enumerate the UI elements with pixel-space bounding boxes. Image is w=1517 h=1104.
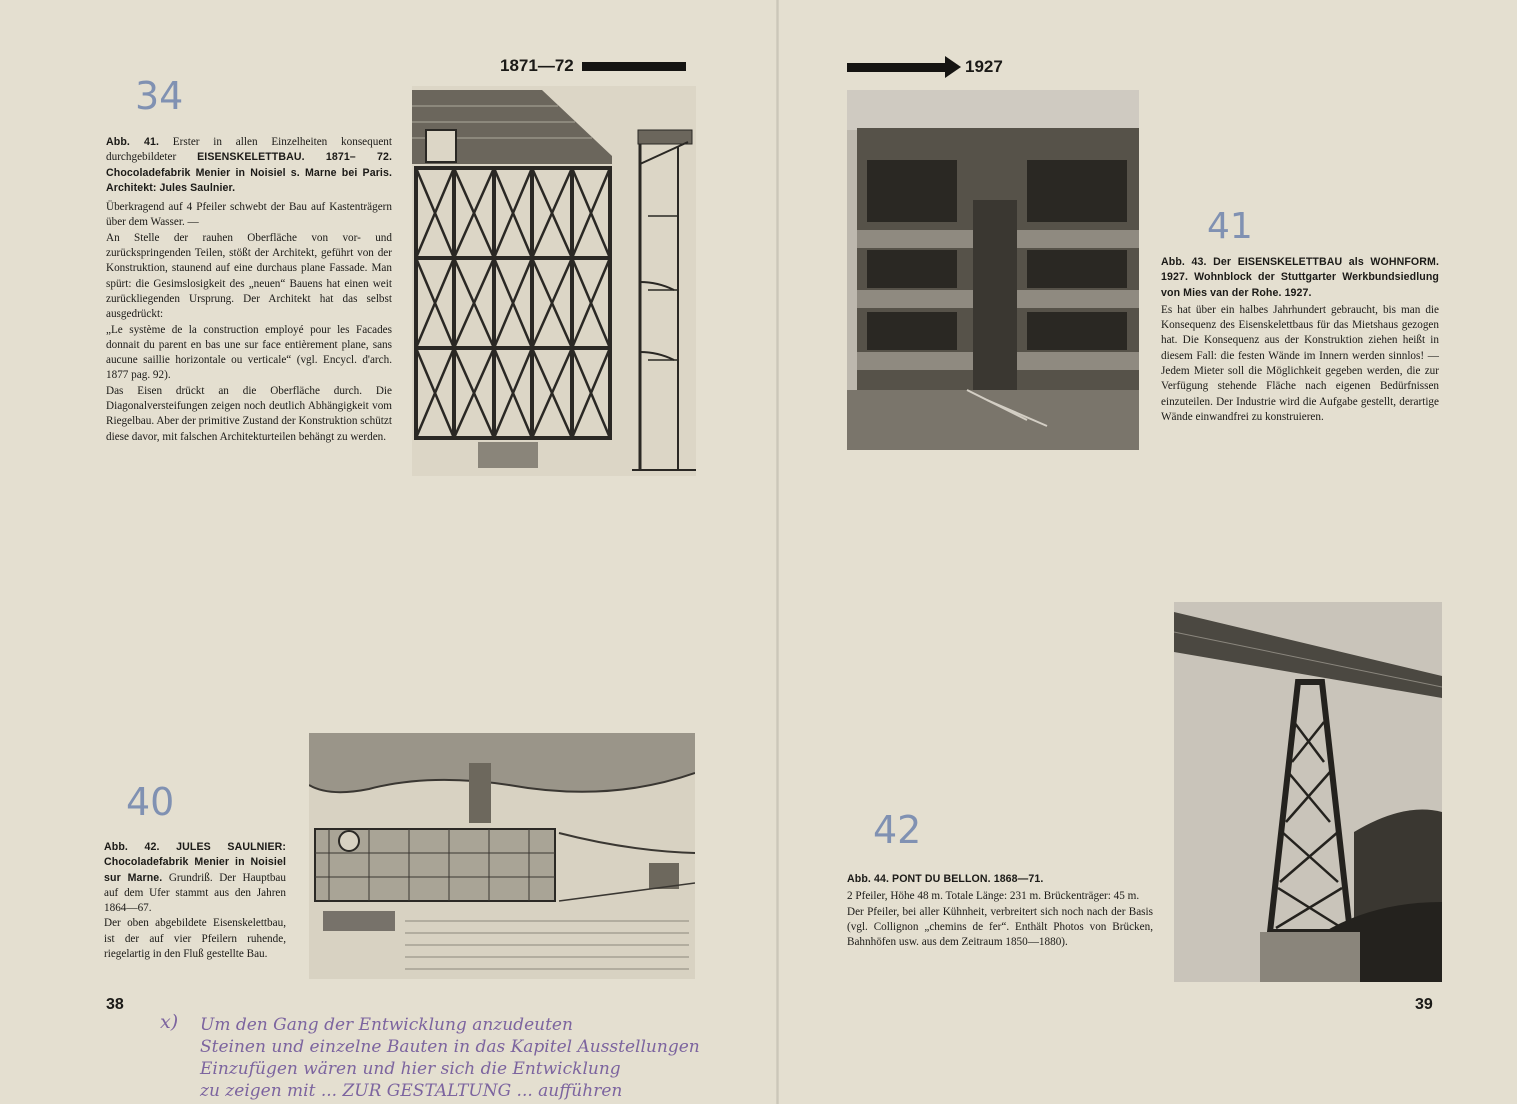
figure-viaduct-photo [1174, 602, 1442, 982]
note-mark: x) [160, 1011, 179, 1033]
caption-fig41-p2: An Stelle der rauhen Oberfläche von vor- und zurückspringenden Teilen, stößt der Architekt, geführt von der Konstruktion, staunend auf eine durchaus plane Fassade. Man spürt: die Gesimslosigkeit des „neuen“ Bauens hat einen weit zurückliegenden Ursprung. Der Architekt hat das selbst ausgedrückt: [106, 231, 392, 321]
caption-fig44 [847, 872, 1153, 950]
page-number-right: 39 [1415, 996, 1433, 1013]
facade-drawing [412, 86, 696, 476]
pencil-number: 40 [126, 780, 175, 824]
caption-fig43-title: Abb. 43. Der EISENSKELETTBAU als WOHNFORM. 1927. Wohnblock der Stuttgarter Werkbundsiedlung von Mies van der Rohe. 1927. [1161, 256, 1439, 299]
caption-fig42-title: Abb. 42. JULES SAULNIER: Chocoladefabrik Menier in Noisiel sur Marne. [104, 841, 286, 884]
figure-site-plan [309, 733, 695, 979]
caption-fig41-p3: „Le système de la construction employé pour les Facades donnait du parent en bas une sur face entièrement plane, sans aucune saillie horizontale ou verticale“ (vgl. Encycl. d'arch. 1877 pag. 92). [106, 323, 392, 382]
figure-facade-elevation [412, 86, 696, 476]
note-line: Um den Gang der Entwicklung anzudeuten [200, 1015, 573, 1035]
caption-fig41-p4: Das Eisen drückt an die Oberfläche durch. Die Diagonalversteifungen zeigen noch deutlich Abhängigkeit vom Riegelbau. Aber der primitive Zustand der Konstruktion schützt diese davor, mit falschen Architekturteilen behängt zu werden. [106, 384, 392, 443]
arrow-right-icon [945, 56, 961, 78]
timeline-bar [847, 63, 945, 72]
apartment-photo [847, 90, 1139, 450]
caption-fig42-p2: Der oben abgebildete Eisenskelettbau, ist der auf vier Pfeilern ruhende, riegelartig in den Fluß gestellte Bau. [104, 917, 286, 961]
date-label-1871 [500, 56, 686, 76]
page-number-left: 38 [106, 996, 124, 1013]
caption-fig42-p1: Grundriß. Der Hauptbau auf dem Ufer stammt aus den Jahren 1864—67. [104, 871, 286, 915]
viaduct-photo [1174, 602, 1442, 982]
site-plan-drawing [309, 733, 695, 979]
date-label-1927 [847, 56, 1003, 78]
caption-fig43 [1161, 255, 1439, 425]
caption-fig42 [104, 840, 286, 962]
caption-fig44-p1: 2 Pfeiler, Höhe 48 m. Totale Länge: 231 m. Brückenträger: 45 m. [847, 890, 1140, 903]
caption-fig43-p1: Es hat über ein halbes Jahrhundert gebraucht, bis man die Konsequenz des Eisenskelettbaus für das Mietshaus gezogen hat. Die Konsequenz aus der Konstruktion ziehen heißt in diesem Fall: die festen Wände im Innern werden sinnlos! — Jedem Mieter soll die Möglichkeit gegeben werden, die zur Verfügung stehende Fläche nach eigenen Bedürfnissen einzuteilen. Der Industrie wird die Aufgabe gestellt, derartige Wände einwandfrei zu konstruieren. [1161, 303, 1439, 423]
pencil-number: 42 [873, 808, 922, 852]
caption-fig41-p1: Überkragend auf 4 Pfeiler schwebt der Bau auf Kastenträgern über dem Wasser. — [106, 201, 392, 229]
right-page [779, 0, 1517, 1104]
caption-fig44-title: Abb. 44. PONT DU BELLON. 1868—71. [847, 873, 1044, 885]
date-text: 1871—72 [500, 56, 574, 75]
note-line: Steinen und einzelne Bauten in das Kapitel Ausstellungen [200, 1037, 700, 1057]
caption-fig41-title: Abb. 41. Erster in allen Einzelheiten konsequent durchgebildeter EISENSKELETTBAU. 1871– 72. Chocoladefabrik Menier in Noisiel s. Marne bei Paris. Architekt: Jules Saulnier. [106, 136, 392, 194]
caption-fig41 [106, 135, 392, 445]
note-line: zu zeigen mit ... ZUR GESTALTUNG ... aufführen [200, 1081, 623, 1101]
caption-fig44-p2: Der Pfeiler, bei aller Kühnheit, verbreitert sich noch nach der Basis (vgl. Collignon „chemins de fer“. Enthält Photos von Brücken, Bahnhöfen usw. aus dem Zeitraum 1850—1880). [847, 905, 1153, 949]
figure-apartment-photo [847, 90, 1139, 450]
note-line: Einzufügen wären und hier sich die Entwicklung [200, 1059, 621, 1079]
pencil-number: 34 [135, 74, 184, 118]
pencil-number: 41 [1207, 206, 1253, 247]
date-text: 1927 [965, 57, 1003, 76]
timeline-bar [582, 62, 686, 71]
